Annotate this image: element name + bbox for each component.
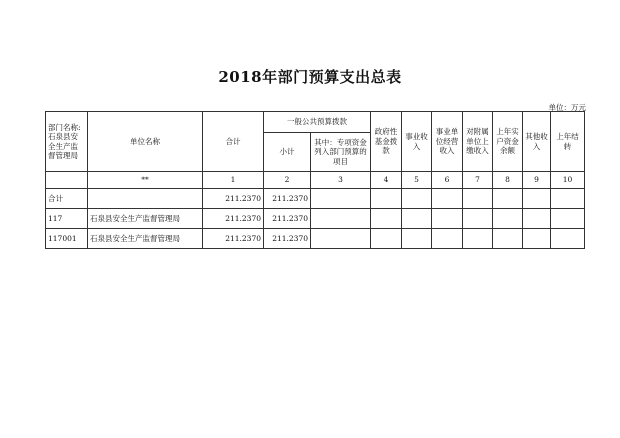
row-subtotal: 211.2370 (264, 209, 311, 229)
budget-table (45, 111, 585, 249)
page-title: 2018年部门预算支出总表 (218, 68, 402, 86)
header-business-income: 事业收入 (402, 112, 432, 172)
table-row (46, 209, 585, 229)
row-subtotal: 211.2370 (264, 229, 311, 249)
header-business-unit-income: 事业单位经营收入 (432, 112, 463, 172)
header-dept-name: 部门名称:石泉县安全生产监督管理局 (46, 112, 88, 172)
unit-label: 单位：万元 (548, 103, 586, 112)
number-cell: 9 (523, 172, 551, 189)
number-cell: 5 (402, 172, 432, 189)
row-name (88, 189, 203, 209)
row-code: 117001 (46, 229, 88, 249)
row-code: 117 (46, 209, 88, 229)
header-carryover: 上年结转 (551, 112, 585, 172)
header-unit-name: 单位名称 (88, 112, 203, 172)
row-name: 石泉县安全生产监督管理局 (88, 209, 203, 229)
table-row (46, 189, 585, 209)
number-cell: 7 (463, 172, 493, 189)
header-general-budget: 一般公共预算拨款 (264, 112, 371, 133)
number-cell: 8 (493, 172, 523, 189)
row-total: 211.2370 (203, 189, 264, 209)
number-cell: 1 (203, 172, 264, 189)
number-cell: 4 (371, 172, 402, 189)
number-cell: ** (88, 172, 203, 189)
header-prev-year-funds: 上年实户资金余额 (493, 112, 523, 172)
header-gov-fund: 政府性基金拨款 (371, 112, 402, 172)
number-cell: 2 (264, 172, 311, 189)
row-total: 211.2370 (203, 209, 264, 229)
header-other-income: 其他收入 (523, 112, 551, 172)
table-row (46, 229, 585, 249)
row-code: 合计 (46, 189, 88, 209)
row-total: 211.2370 (203, 229, 264, 249)
number-cell: 3 (311, 172, 371, 189)
header-special-funds: 其中：专项资金列入部门预算的项目 (311, 133, 371, 172)
header-affiliated-income: 对附属单位上缴收入 (463, 112, 493, 172)
header-subtotal: 小计 (264, 133, 311, 172)
number-row (46, 172, 585, 189)
header-total: 合计 (203, 112, 264, 172)
number-cell: 6 (432, 172, 463, 189)
row-subtotal: 211.2370 (264, 189, 311, 209)
number-cell: 10 (551, 172, 585, 189)
row-name: 石泉县安全生产监督管理局 (88, 229, 203, 249)
